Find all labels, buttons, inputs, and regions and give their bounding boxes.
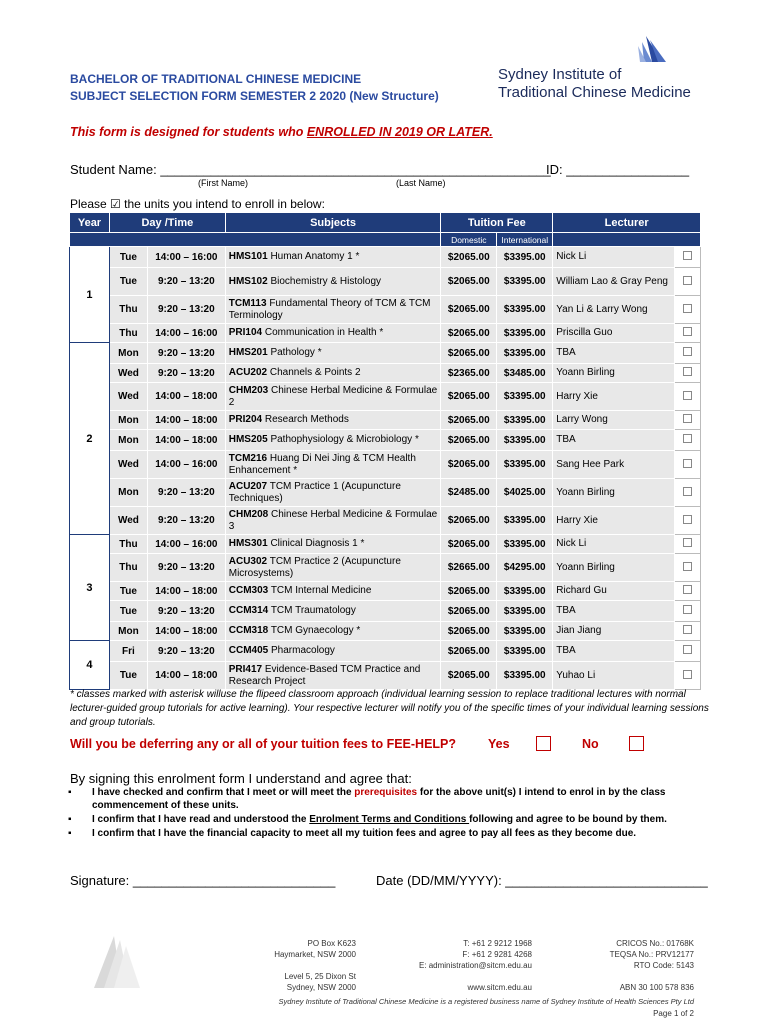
subject-code: ACU207 [228, 480, 268, 492]
unit-checkbox-cell[interactable] [674, 247, 700, 268]
subject-cell [225, 601, 441, 622]
time-cell: 14:00 – 18:00 [147, 622, 225, 641]
day-cell: Thu [109, 296, 147, 324]
footer-cricos: CRICOS No.: 01768K [616, 939, 694, 948]
table-row [70, 601, 701, 622]
time-cell: 14:00 – 18:00 [147, 383, 225, 411]
col-tuition-fee: Tuition Fee [441, 213, 553, 233]
international-fee-cell: $3395.00 [497, 247, 553, 268]
instruction-text: Please ☑ the units you intend to enroll in below: [70, 197, 325, 211]
subject-name: Research Methods [264, 414, 349, 425]
footer-level: Level 5, 25 Dixon St [284, 972, 356, 981]
domestic-fee-cell: $2065.00 [441, 451, 497, 479]
lecturer-cell: Richard Gu [553, 582, 675, 601]
time-cell: 9:20 – 13:20 [147, 554, 225, 582]
subject-cell [225, 479, 441, 507]
agreement-item-terms [68, 813, 708, 826]
unit-checkbox-cell[interactable] [674, 601, 700, 622]
table-row [70, 451, 701, 479]
subject-code: CCM405 [228, 645, 269, 656]
unit-checkbox[interactable] [683, 605, 692, 614]
time-cell: 9:20 – 13:20 [147, 601, 225, 622]
lecturer-cell: Yoann Birling [553, 554, 675, 582]
domestic-fee-cell: $2365.00 [441, 364, 497, 383]
subject-cell [225, 662, 441, 690]
subject-code: HMS301 [228, 538, 268, 549]
table-row [70, 324, 701, 343]
table-row [70, 641, 701, 662]
subject-code: HMS102 [228, 275, 268, 287]
col-lecturer: Lecturer [553, 213, 701, 233]
unit-checkbox[interactable] [683, 434, 692, 443]
domestic-fee-cell: $2485.00 [441, 479, 497, 507]
subject-name: Clinical Diagnosis 1 * [270, 538, 365, 549]
day-cell: Mon [109, 343, 147, 364]
domestic-fee-cell: $2065.00 [441, 268, 497, 296]
domestic-fee-cell: $2065.00 [441, 324, 497, 343]
subject-name: TCM Gynaecology * [270, 625, 361, 636]
unit-checkbox-cell[interactable] [674, 383, 700, 411]
footer-fax: F: +61 2 9281 4268 [462, 950, 532, 959]
col-subjects: Subjects [225, 213, 441, 233]
table-row [70, 622, 701, 641]
unit-checkbox[interactable] [683, 538, 692, 547]
international-fee-cell: $3395.00 [497, 383, 553, 411]
unit-checkbox[interactable] [683, 645, 692, 654]
time-cell: 14:00 – 16:00 [147, 247, 225, 268]
table-row [70, 662, 701, 690]
lecturer-cell: TBA [553, 343, 675, 364]
subject-code: CHM208 [228, 508, 269, 520]
lecturer-cell: Harry Xie [553, 507, 675, 535]
time-cell: 9:20 – 13:20 [147, 268, 225, 296]
day-cell: Wed [109, 383, 147, 411]
unit-checkbox[interactable] [683, 562, 692, 571]
lecturer-cell: Priscilla Guo [553, 324, 675, 343]
agreement-list [68, 786, 708, 841]
subject-cell [225, 247, 441, 268]
subject-cell [225, 383, 441, 411]
unit-checkbox-cell[interactable] [674, 535, 700, 554]
day-cell: Thu [109, 535, 147, 554]
subject-code: PRI104 [228, 327, 263, 338]
intro-prefix: This form is designed for students who [70, 125, 307, 139]
footer-postal-address [240, 938, 356, 960]
fee-help-no-checkbox[interactable] [629, 736, 644, 751]
international-fee-cell: $3395.00 [497, 507, 553, 535]
table-row [70, 268, 701, 296]
time-cell: 9:20 – 13:20 [147, 641, 225, 662]
unit-checkbox-cell[interactable] [674, 662, 700, 690]
table-subheader-row [70, 233, 701, 247]
footer-legal: Sydney Institute of Traditional Chinese Medicine is a registered business name of Sydney Institute of Health Sciences Pty Ltd [278, 997, 694, 1006]
unit-checkbox-cell[interactable] [674, 582, 700, 601]
day-cell: Tue [109, 601, 147, 622]
domestic-fee-cell: $2065.00 [441, 507, 497, 535]
footer-haymarket: Haymarket, NSW 2000 [274, 950, 356, 959]
footer-contact [400, 938, 532, 971]
intro-notice [70, 125, 493, 139]
footer-website[interactable]: www.sitcm.edu.au [467, 983, 532, 992]
agreement-text: for the above unit(s) I intend to enrol in by the class commencement of these units. [92, 787, 666, 811]
footer-sydney: Sydney, NSW 2000 [286, 983, 356, 992]
table-row [70, 535, 701, 554]
fee-help-question: Will you be deferring any or all of your tuition fees to FEE-HELP? [70, 737, 457, 751]
subject-code: HMS205 [228, 434, 268, 445]
day-cell: Wed [109, 364, 147, 383]
subject-cell [225, 641, 441, 662]
prerequisites-link[interactable]: prerequisites [354, 787, 418, 798]
year-cell: 3 [70, 535, 110, 641]
subject-name: Pharmacology [271, 645, 335, 656]
subject-code: TCM113 [228, 297, 267, 309]
footer-logo-icon [84, 930, 154, 990]
first-name-caption: (First Name) [198, 178, 248, 188]
student-name-field[interactable]: Student Name: ______________________________________________________ [70, 162, 551, 177]
international-fee-cell: $3395.00 [497, 324, 553, 343]
subject-cell [225, 268, 441, 296]
subject-cell [225, 364, 441, 383]
lecturer-cell: Yan Li & Larry Wong [553, 296, 675, 324]
subject-name: TCM Practice 1 (Acupuncture Techniques) [228, 480, 401, 504]
subject-code: CCM314 [228, 605, 269, 616]
domestic-fee-cell: $2065.00 [441, 411, 497, 430]
col-year: Year [70, 213, 110, 233]
footer-rto: RTO Code: 5143 [633, 961, 694, 970]
unit-checkbox-cell[interactable] [674, 296, 700, 324]
domestic-fee-cell: $2065.00 [441, 601, 497, 622]
institute-name [498, 66, 691, 102]
subject-cell [225, 507, 441, 535]
lecturer-cell: Yoann Birling [553, 479, 675, 507]
subject-name: Huang Di Nei Jing & TCM Health Enhancement * [228, 452, 416, 476]
day-cell: Wed [109, 451, 147, 479]
agreement-text: I confirm that I have read and understood the [92, 814, 310, 825]
subject-cell [225, 324, 441, 343]
subject-cell [225, 451, 441, 479]
student-id-field[interactable]: ID: _________________ [546, 162, 690, 177]
domestic-fee-cell: $2065.00 [441, 247, 497, 268]
time-cell: 9:20 – 13:20 [147, 479, 225, 507]
last-name-caption: (Last Name) [396, 178, 446, 188]
subject-cell [225, 296, 441, 324]
international-fee-cell: $3395.00 [497, 343, 553, 364]
subject-table [69, 212, 701, 690]
unit-checkbox[interactable] [683, 625, 692, 634]
footer-teqsa: TEQSA No.: PRV12177 [609, 950, 694, 959]
table-row [70, 411, 701, 430]
subject-code: CHM203 [228, 384, 269, 396]
time-cell: 9:20 – 13:20 [147, 296, 225, 324]
domestic-fee-cell: $2065.00 [441, 622, 497, 641]
lecturer-cell: TBA [553, 601, 675, 622]
time-cell: 14:00 – 16:00 [147, 535, 225, 554]
unit-checkbox[interactable] [683, 459, 692, 468]
time-cell: 9:20 – 13:20 [147, 364, 225, 383]
domestic-fee-cell: $2065.00 [441, 343, 497, 364]
international-fee-cell: $3395.00 [497, 451, 553, 479]
subject-name: Fundamental Theory of TCM & TCM Terminology [228, 297, 431, 321]
time-cell: 14:00 – 18:00 [147, 430, 225, 451]
unit-checkbox[interactable] [683, 515, 692, 524]
footer-registration [570, 938, 694, 971]
subject-code: PRI417 [228, 663, 263, 675]
subject-name: Biochemistry & Histology [270, 275, 382, 287]
unit-checkbox[interactable] [683, 414, 692, 423]
subject-code: ACU302 [228, 555, 268, 567]
day-cell: Mon [109, 479, 147, 507]
form-title-line2: SUBJECT SELECTION FORM SEMESTER 2 2020 (New Structure) [70, 89, 439, 103]
intro-emphasis: ENROLLED IN 2019 OR LATER. [306, 125, 493, 139]
lecturer-cell: TBA [553, 430, 675, 451]
agreement-intro: By signing this enrolment form I understand and agree that: [70, 771, 412, 786]
subject-code: PRI204 [228, 414, 263, 425]
unit-checkbox-cell[interactable] [674, 451, 700, 479]
table-row [70, 296, 701, 324]
unit-checkbox-cell[interactable] [674, 411, 700, 430]
day-cell: Fri [109, 641, 147, 662]
subject-cell [225, 411, 441, 430]
time-cell: 14:00 – 18:00 [147, 662, 225, 690]
unit-checkbox-cell[interactable] [674, 268, 700, 296]
subject-cell [225, 622, 441, 641]
subject-name: Communication in Health * [264, 327, 384, 338]
time-cell: 14:00 – 16:00 [147, 324, 225, 343]
domestic-fee-cell: $2065.00 [441, 662, 497, 690]
international-fee-cell: $3485.00 [497, 364, 553, 383]
day-cell: Thu [109, 554, 147, 582]
subject-code: TCM216 [228, 452, 268, 464]
subject-name: Pathology * [270, 347, 322, 358]
unit-checkbox-cell[interactable] [674, 507, 700, 535]
time-cell: 14:00 – 16:00 [147, 451, 225, 479]
unit-checkbox[interactable] [683, 347, 692, 356]
col-domestic: Domestic [441, 233, 497, 247]
table-row [70, 554, 701, 582]
lecturer-cell: Sang Hee Park [553, 451, 675, 479]
domestic-fee-cell: $2065.00 [441, 430, 497, 451]
table-row [70, 479, 701, 507]
institute-name-line1: Sydney Institute of [498, 66, 622, 83]
international-fee-cell: $3395.00 [497, 411, 553, 430]
signature-field[interactable]: Signature: ____________________________ [70, 873, 336, 888]
subject-name: Human Anatomy 1 * [270, 251, 360, 262]
subject-name: TCM Internal Medicine [270, 585, 372, 596]
table-row [70, 507, 701, 535]
subject-name: Evidence-Based TCM Practice and Research Project [228, 663, 421, 687]
year-cell: 4 [70, 641, 110, 690]
lecturer-cell: Jian Jiang [553, 622, 675, 641]
unit-checkbox-cell[interactable] [674, 324, 700, 343]
international-fee-cell: $4025.00 [497, 479, 553, 507]
table-row [70, 582, 701, 601]
unit-checkbox-cell[interactable] [674, 622, 700, 641]
lecturer-cell: Larry Wong [553, 411, 675, 430]
footer-email[interactable]: E: administration@sitcm.edu.au [418, 961, 532, 970]
subject-code: HMS101 [228, 251, 268, 262]
subject-code: CCM318 [228, 625, 269, 636]
domestic-fee-cell: $2665.00 [441, 554, 497, 582]
subject-code: ACU202 [228, 367, 268, 378]
day-cell: Mon [109, 430, 147, 451]
unit-checkbox-cell[interactable] [674, 364, 700, 383]
day-cell: Thu [109, 324, 147, 343]
unit-checkbox-cell[interactable] [674, 554, 700, 582]
table-header-row [70, 213, 701, 233]
lecturer-cell: Nick Li [553, 247, 675, 268]
institute-name-line2: Traditional Chinese Medicine [498, 84, 691, 101]
time-cell: 9:20 – 13:20 [147, 507, 225, 535]
lecturer-cell: Yuhao Li [553, 662, 675, 690]
international-fee-cell: $3395.00 [497, 268, 553, 296]
asterisk-note: * classes marked with asterisk willuse the flipeed classroom approach (individual learning session to replace traditional lectures with normal lecturer-guided group tutorials for active learning). Your respective lecturer will notify you of the specific times of your individual learning sessions and group tutorials. [70, 689, 709, 728]
year-cell: 1 [70, 247, 110, 343]
day-cell: Tue [109, 582, 147, 601]
domestic-fee-cell: $2065.00 [441, 582, 497, 601]
unit-checkbox[interactable] [683, 487, 692, 496]
year-cell: 2 [70, 343, 110, 535]
footer-abn: ABN 30 100 578 836 [619, 983, 694, 992]
day-cell: Wed [109, 507, 147, 535]
lecturer-cell: William Lao & Gray Peng [553, 268, 675, 296]
fee-help-no-label: No [582, 737, 599, 751]
subject-name: TCM Traumatology [270, 605, 356, 616]
footer-street-address [240, 971, 356, 993]
subject-cell [225, 554, 441, 582]
page-number: Page 1 of 2 [653, 1009, 694, 1018]
international-fee-cell: $3395.00 [497, 601, 553, 622]
date-field[interactable]: Date (DD/MM/YYYY): ____________________________ [376, 873, 708, 888]
terms-link[interactable]: Enrolment Terms and Conditions [309, 814, 470, 825]
domestic-fee-cell: $2065.00 [441, 296, 497, 324]
domestic-fee-cell: $2065.00 [441, 383, 497, 411]
international-fee-cell: $3395.00 [497, 662, 553, 690]
subject-name: Pathophysiology & Microbiology * [270, 434, 419, 445]
table-row [70, 430, 701, 451]
lecturer-cell: Nick Li [553, 535, 675, 554]
domestic-fee-cell: $2065.00 [441, 641, 497, 662]
student-row [70, 162, 710, 177]
unit-checkbox-cell[interactable] [674, 641, 700, 662]
unit-checkbox[interactable] [683, 391, 692, 400]
unit-checkbox[interactable] [683, 670, 692, 679]
international-fee-cell: $3395.00 [497, 430, 553, 451]
unit-checkbox[interactable] [683, 276, 692, 285]
table-row [70, 364, 701, 383]
day-cell: Tue [109, 268, 147, 296]
subject-table-body [70, 247, 701, 690]
subject-name: TCM Practice 2 (Acupuncture Microsystems) [228, 555, 401, 579]
unit-checkbox-cell[interactable] [674, 430, 700, 451]
subject-code: HMS201 [228, 347, 268, 358]
time-cell: 14:00 – 18:00 [147, 411, 225, 430]
form-title-line1: BACHELOR OF TRADITIONAL CHINESE MEDICINE [70, 72, 362, 86]
subject-name: Chinese Herbal Medicine & Formulae 3 [228, 508, 438, 532]
fee-help-yes-checkbox[interactable] [536, 736, 551, 751]
table-row [70, 247, 701, 268]
agreement-item-financial: ▪ I confirm that I have the financial capacity to meet all my tuition fees and agree to pay all fees as they become due. [68, 827, 708, 840]
international-fee-cell: $3395.00 [497, 535, 553, 554]
unit-checkbox[interactable] [683, 327, 692, 336]
time-cell: 14:00 – 18:00 [147, 582, 225, 601]
international-fee-cell: $4295.00 [497, 554, 553, 582]
day-cell: Tue [109, 247, 147, 268]
unit-checkbox[interactable] [683, 251, 692, 260]
time-cell: 9:20 – 13:20 [147, 343, 225, 364]
subject-code: CCM303 [228, 585, 269, 596]
day-cell: Mon [109, 411, 147, 430]
international-fee-cell: $3395.00 [497, 622, 553, 641]
form-title [70, 71, 439, 105]
unit-checkbox[interactable] [683, 585, 692, 594]
lecturer-cell: TBA [553, 641, 675, 662]
lecturer-cell: Yoann Birling [553, 364, 675, 383]
lecturer-cell: Harry Xie [553, 383, 675, 411]
fee-help-yes-label: Yes [488, 737, 510, 751]
agreement-text: following and agree to be bound by them. [469, 814, 667, 825]
footer-po-box: PO Box K623 [307, 939, 356, 948]
unit-checkbox-cell[interactable] [674, 343, 700, 364]
day-cell: Mon [109, 622, 147, 641]
subject-cell [225, 582, 441, 601]
day-cell: Tue [109, 662, 147, 690]
international-fee-cell: $3395.00 [497, 296, 553, 324]
domestic-fee-cell: $2065.00 [441, 535, 497, 554]
unit-checkbox[interactable] [683, 367, 692, 376]
subject-cell [225, 343, 441, 364]
subject-name: Channels & Points 2 [269, 367, 361, 378]
subject-name: Chinese Herbal Medicine & Formulae 2 [228, 384, 438, 408]
footer-phone: T: +61 2 9212 1968 [463, 939, 532, 948]
col-day-time: Day /Time [109, 213, 225, 233]
table-row [70, 383, 701, 411]
unit-checkbox[interactable] [683, 304, 692, 313]
unit-checkbox-cell[interactable] [674, 479, 700, 507]
subject-cell [225, 430, 441, 451]
table-row [70, 343, 701, 364]
agreement-text: I have checked and confirm that I meet or will meet the [92, 787, 355, 798]
subject-cell [225, 535, 441, 554]
international-fee-cell: $3395.00 [497, 641, 553, 662]
agreement-item-prerequisites [68, 786, 708, 812]
col-international: International [497, 233, 553, 247]
international-fee-cell: $3395.00 [497, 582, 553, 601]
